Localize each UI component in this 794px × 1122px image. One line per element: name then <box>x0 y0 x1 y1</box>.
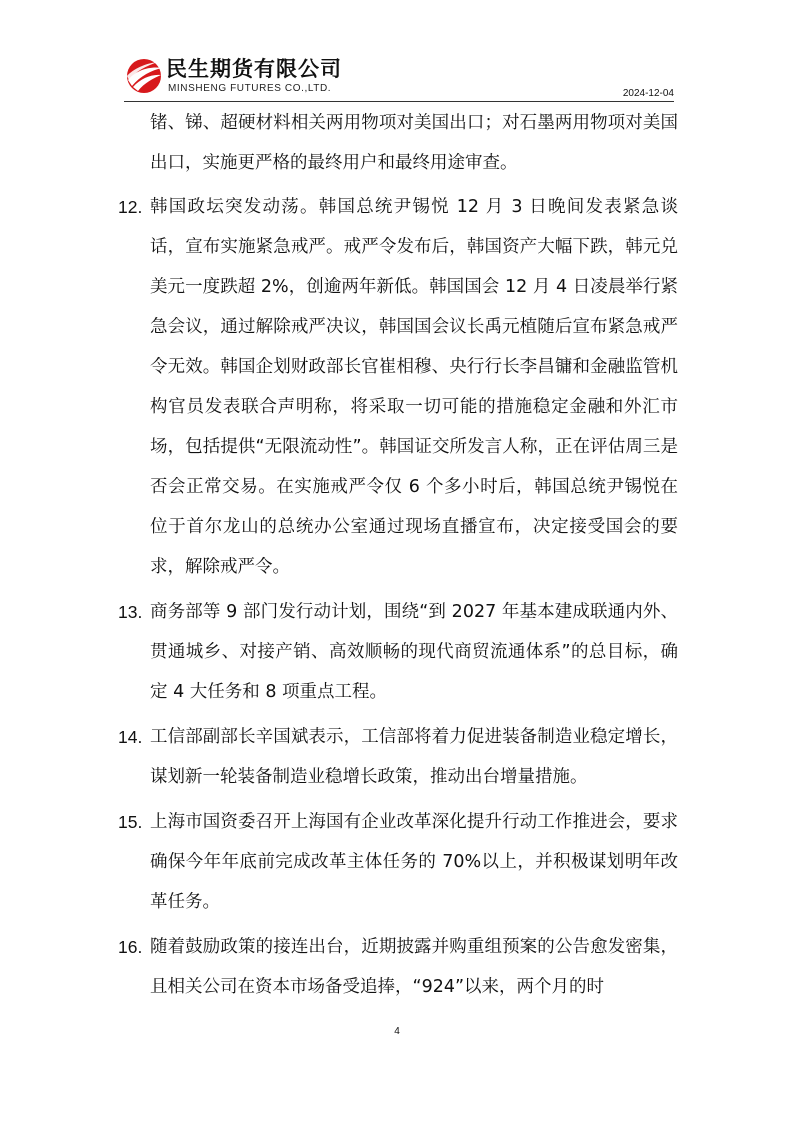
item-number: 15. <box>118 812 143 832</box>
company-name-en: MINSHENG FUTURES CO.,LTD. <box>168 83 332 94</box>
item-number: 16. <box>118 937 143 957</box>
news-item-16 <box>118 927 678 1007</box>
page-number: 4 <box>394 1026 400 1037</box>
header-divider <box>124 101 674 102</box>
item-text: 上海市国资委召开上海国有企业改革深化提升行动工作推进会，要求确保今年年底前完成改革主体任务的 70%以上，并积极谋划明年改革任务。 <box>150 812 678 912</box>
item-number: 12. <box>118 197 143 217</box>
item-text: 韩国政坛突发动荡。韩国总统尹锡悦 12 月 3 日晚间发表紧急谈话，宣布实施紧急戒严。戒严令发布后，韩国资产大幅下跌，韩元兑美元一度跌超 2%，创逾两年新低。韩国国会 12 月 4 日凌晨举行紧急会议，通过解除戒严决议，韩国国会议长禹元植随后宣布紧急戒严令无效。韩国企划财政部长官崔相穆、央行行长李昌镛和金融监管机构官员发表联合声明称，将采取一切可能的措施稳定金融和外汇市场，包括提供“无限流动性”。韩国证交所发言人称，正在评估周三是否会正常交易。在实施戒严令仅 6 个多小时后，韩国总统尹锡悦在位于首尔龙山的总统办公室通过现场直播宣布，决定接受国会的要求，解除戒严令。 <box>150 197 678 577</box>
item-text: 锗、锑、超硬材料相关两用物项对美国出口；对石墨两用物项对美国出口，实施更严格的最终用户和最终用途审查。 <box>150 113 678 173</box>
report-date: 2024-12-04 <box>622 88 674 99</box>
company-name-cn: 民生期货有限公司 <box>166 57 342 81</box>
news-item-12 <box>118 187 678 587</box>
news-item-15 <box>118 802 678 922</box>
item-number: 13. <box>118 602 143 622</box>
item-text: 商务部等 9 部门发行动计划，围绕“到 2027 年基本建成联通内外、贯通城乡、对接产销、高效顺畅的现代商贸流通体系”的总目标，确定 4 大任务和 8 项重点工程。 <box>150 602 678 702</box>
news-item-13 <box>118 592 678 712</box>
news-list <box>118 103 678 1012</box>
news-item-11-continued <box>118 103 678 183</box>
news-item-14 <box>118 717 678 797</box>
item-text: 随着鼓励政策的接连出台，近期披露并购重组预案的公告愈发密集，且相关公司在资本市场备受追捧，“924”以来，两个月的时 <box>150 937 678 997</box>
minsheng-logo-icon <box>124 56 164 96</box>
item-text: 工信部副部长辛国斌表示，工信部将着力促进装备制造业稳定增长，谋划新一轮装备制造业稳增长政策，推动出台增量措施。 <box>150 727 678 787</box>
page-header <box>124 56 674 102</box>
item-number: 14. <box>118 727 143 747</box>
